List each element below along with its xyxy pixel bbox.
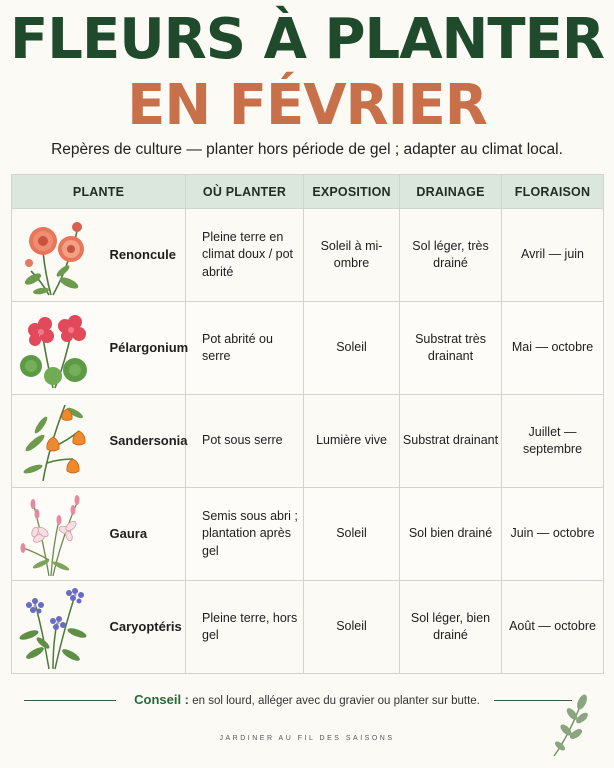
drainage-value: Substrat très drainant — [400, 302, 502, 395]
column-header-bloom: FLORAISON — [502, 175, 604, 209]
planting-table — [11, 174, 604, 674]
subtitle: Repères de culture — planter hors période de gel ; adapter au climat local. — [51, 141, 563, 158]
title-line-2: EN FÉVRIER — [127, 73, 487, 138]
where-to-plant: Pot sous serre — [186, 395, 304, 488]
table-row — [12, 302, 604, 395]
where-to-plant: Pleine terre, hors gel — [186, 581, 304, 674]
drainage-value: Substrat drainant — [400, 395, 502, 488]
exposure-value: Soleil — [304, 302, 400, 395]
bloom-period: Août — octobre — [502, 581, 604, 674]
tip-note — [0, 692, 614, 707]
gaura-illustration — [13, 490, 99, 578]
exposure-value: Soleil — [304, 581, 400, 674]
where-to-plant: Pot abrité ou serre — [186, 302, 304, 395]
drainage-value: Sol léger, très drainé — [400, 209, 502, 302]
title-line-1: FLEURS À PLANTER — [10, 7, 604, 72]
tip-label: Conseil : — [134, 692, 190, 707]
sandersonia-illustration — [13, 397, 99, 485]
exposure-value: Soleil — [304, 488, 400, 581]
plant-name: Sandersonia — [100, 395, 186, 488]
leaf-sprig-icon — [548, 690, 596, 760]
bloom-period: Mai — octobre — [502, 302, 604, 395]
plant-illustration-cell — [12, 488, 100, 581]
plant-illustration-cell — [12, 302, 100, 395]
tip-text: en sol lourd, alléger avec du gravier ou planter sur butte. — [189, 695, 480, 707]
plant-illustration-cell — [12, 581, 100, 674]
table-row — [12, 209, 604, 302]
drainage-value: Sol bien drainé — [400, 488, 502, 581]
footer-text: JARDINER AU FIL DES SAISONS — [219, 735, 395, 742]
exposure-value: Lumière vive — [304, 395, 400, 488]
table-row — [12, 395, 604, 488]
where-to-plant: Pleine terre en climat doux / pot abrité — [186, 209, 304, 302]
column-header-exposure: EXPOSITION — [304, 175, 400, 209]
plant-illustration-cell — [12, 395, 100, 488]
plant-name: Renoncule — [100, 209, 186, 302]
caryopteris-illustration — [13, 583, 99, 671]
bloom-period: Avril — juin — [502, 209, 604, 302]
exposure-value: Soleil à mi-ombre — [304, 209, 400, 302]
plant-illustration-cell — [12, 209, 100, 302]
ranunculus-illustration — [13, 211, 99, 299]
column-header-plant: PLANTE — [12, 175, 186, 209]
bloom-period: Juillet — septembre — [502, 395, 604, 488]
pelargonium-illustration — [13, 304, 99, 392]
table-row — [12, 581, 604, 674]
plant-name: Gaura — [100, 488, 186, 581]
table-header-row — [12, 175, 604, 209]
column-header-drainage: DRAINAGE — [400, 175, 502, 209]
plant-name: Caryoptéris — [100, 581, 186, 674]
table-row — [12, 488, 604, 581]
bloom-period: Juin — octobre — [502, 488, 604, 581]
where-to-plant: Semis sous abri ; plantation après gel — [186, 488, 304, 581]
column-header-where: OÙ PLANTER — [186, 175, 304, 209]
drainage-value: Sol léger, bien drainé — [400, 581, 502, 674]
plant-name: Pélargonium — [100, 302, 186, 395]
